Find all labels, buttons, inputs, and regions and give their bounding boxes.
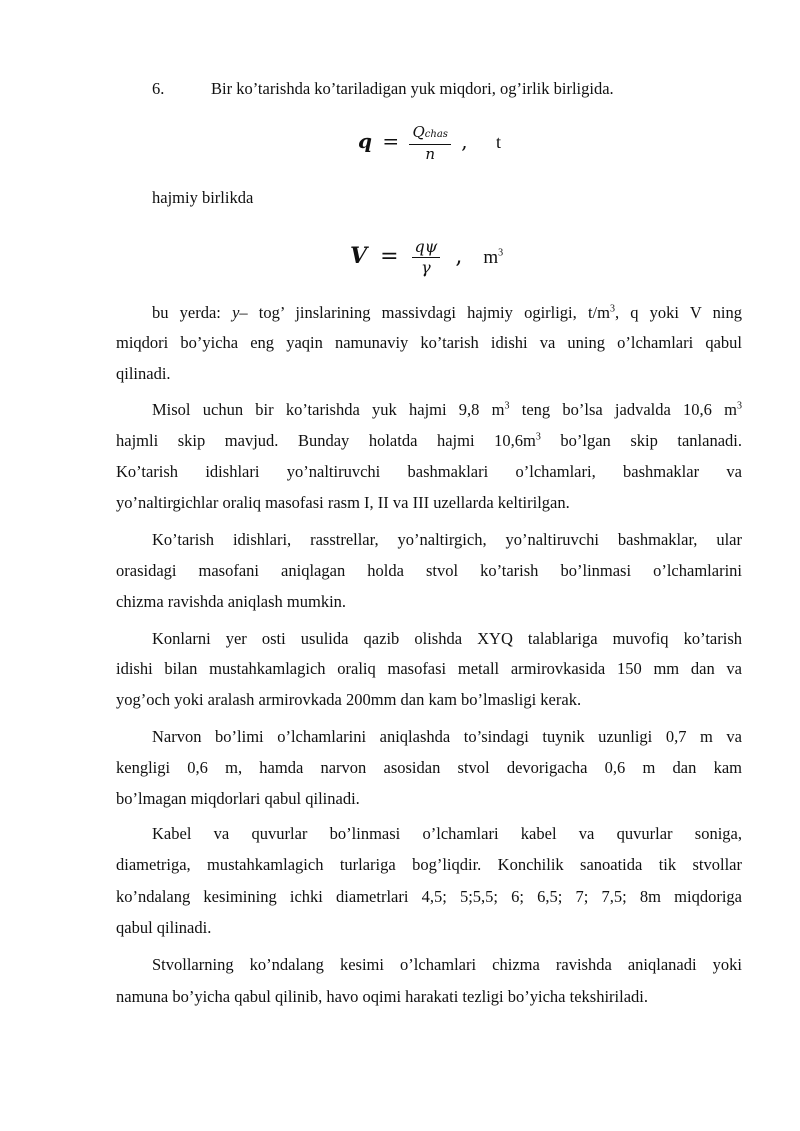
list-item-text: Bir ko’tarishda ko’tariladigan yuk miqdori, og’irlik birligida. <box>211 79 614 98</box>
p2-line-3: Ko’tarish idishlari yo’naltiruvchi bashmaklari o’lchamlari, bashmaklar va <box>116 462 742 481</box>
p1-line-2: miqdori bo’yicha eng yaqin namunaviy ko’tarish idishi va uning o’lchamlari qabul <box>116 333 742 352</box>
hajmiy-label: hajmiy birlikda <box>152 188 254 207</box>
list-item-number: 6. <box>152 79 165 98</box>
formula2-equals: = <box>380 244 399 269</box>
p2-line-4: yo’naltirgichlar oraliq masofasi rasm I, II va III uzellarda keltirilgan. <box>116 493 570 512</box>
formula2-comma: , <box>455 244 463 269</box>
p5-line-3: bo’lmagan miqdorlari qabul qilinadi. <box>116 789 360 808</box>
p7-line-1: Stvollarning ko’ndalang kesimi o’lchamlari chizma ravishda aniqlanadi yoki <box>152 955 742 974</box>
p3-line-1: Ko’tarish idishlari, rasstrellar, yo’naltirgich, yo’naltiruvchi bashmaklar, ular <box>152 530 742 549</box>
formula1-comma: , <box>461 129 468 153</box>
p2-line-1: Misol uchun bir ko’tarishda yuk hajmi 9,8 $m^3$ teng bo’lsa jadvalda 10,6 $m^3$ <box>152 400 742 419</box>
p4-line-1: Konlarni yer osti usulida qazib olishda XYQ talablariga muvofiq ko’tarish <box>152 629 742 648</box>
formula-load-weight <box>358 118 501 164</box>
p3-line-2: orasidagi masofani aniqlagan holda stvol ko’tarish bo’linmasi o’lchamlarini <box>116 561 742 580</box>
formula1-equals: = <box>382 129 400 153</box>
p6-line-4: qabul qilinadi. <box>116 918 212 937</box>
formula1-unit: t <box>496 132 502 152</box>
p1-line-1: bu yerda: y– tog’ jinslarining massivdagi hajmiy ogirligi, $t/m^3$, q yoki V ning <box>152 303 742 322</box>
p5-line-1: Narvon bo’limi o’lchamlarini aniqlashda to’sindagi tuynik uzunligi 0,7 m va <box>152 727 742 746</box>
formula-volume <box>350 230 503 282</box>
p1-line-3: qilinadi. <box>116 364 171 383</box>
p7-line-2: namuna bo’yicha qabul qilinib, havo oqimi harakati tezligi bo’yicha tekshiriladi. <box>116 987 648 1006</box>
formula1-fraction <box>409 123 450 163</box>
formula1-lhs: q <box>358 129 372 153</box>
p2-line-2: hajmli skip mavjud. Bunday holatda hajmi $10,6m^3$ bo’lgan skip tanlanadi. <box>116 431 742 450</box>
formula1-numerator: Qchas <box>409 123 450 145</box>
p3-line-3: chizma ravishda aniqlash mumkin. <box>116 592 347 611</box>
formula2-numerator: qψ <box>412 237 441 258</box>
formula2-fraction <box>412 237 441 278</box>
formula2-lhs: V <box>350 243 368 269</box>
formula2-denominator: γ <box>421 257 431 277</box>
formula2-unit: $m^3$ <box>483 247 504 268</box>
p4-line-2: idishi bilan mustahkamlagich oraliq masofasi metall armirovkasida 150 mm dan va <box>116 659 742 678</box>
formula1-denominator: n <box>425 144 436 163</box>
p6-line-2: diametriga, mustahkamlagich turlariga bog’liqdir. Konchilik sanoatida tik stvollar <box>116 855 742 874</box>
p4-line-3: yog’och yoki aralash armirovkada 200mm dan kam bo’lmasligi kerak. <box>116 690 582 709</box>
p6-line-1: Kabel va quvurlar bo’linmasi o’lchamlari kabel va quvurlar soniga, <box>152 824 742 843</box>
p5-line-2: kengligi 0,6 m, hamda narvon asosidan stvol devorigacha 0,6 m dan kam <box>116 758 742 777</box>
p6-line-3: ko’ndalang kesimining ichki diametrlari 4,5; 5;5,5; 6; 6,5; 7; 7,5; 8m miqdoriga <box>116 887 742 906</box>
